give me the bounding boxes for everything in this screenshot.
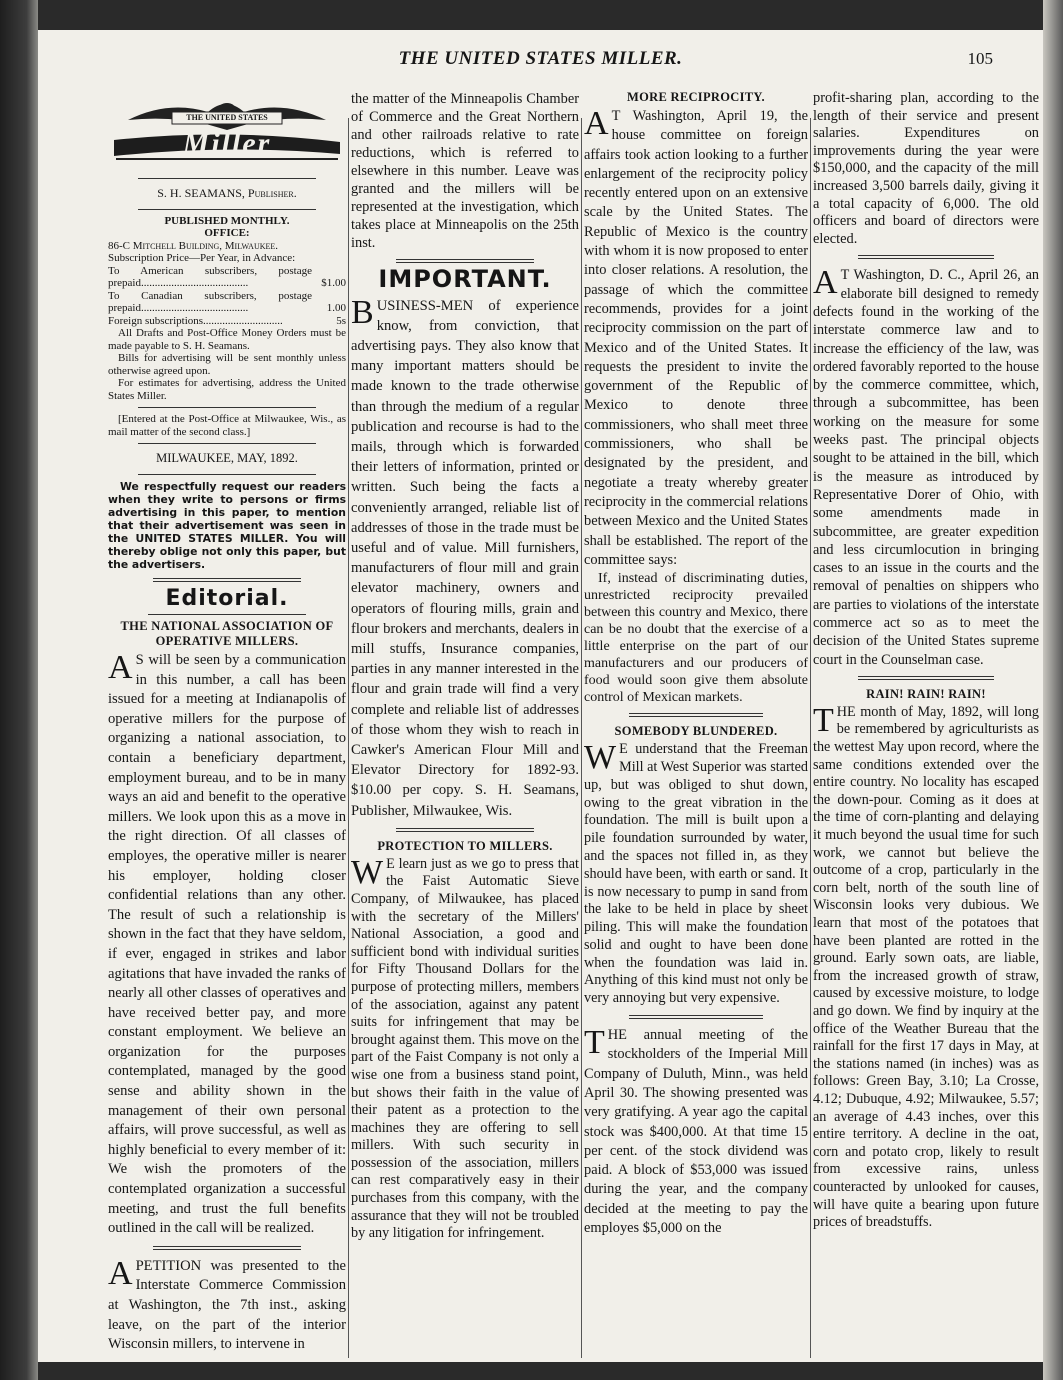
article-body — [813, 701, 1039, 1232]
publication-title: THE UNITED STATES MILLER. — [398, 48, 683, 69]
drop-cap: A — [108, 649, 133, 686]
drop-cap: T — [584, 1024, 605, 1062]
double-rule — [396, 259, 534, 263]
rate-foreign — [108, 315, 346, 328]
publisher-line: S. H. SEAMANS, Publisher. — [157, 186, 297, 200]
drop-cap: W — [584, 739, 617, 777]
rate-label: Foreign subscriptions............................. — [108, 314, 283, 327]
article-continuation: profit-sharing plan, according to the length of their service and present salaries. Expenditures on improvements during the year were $150,000, and the capacity of the mill increased 3,500 barrels daily, giving it a total capacity of 6,000. The old officers and board of directors were elected. — [813, 90, 1039, 247]
newspaper-page — [38, 30, 1043, 1362]
double-rule — [396, 828, 534, 832]
logo-main-text: Miller — [182, 127, 272, 160]
important-heading: IMPORTANT. — [378, 265, 552, 293]
article-text: HE annual meeting of the stockholders of the Imperial Mill Company of Duluth, Minn., was held April 30. The showing presented was very gratifying. A year ago the capital stock was $400,000. At that time 15 per cent. of the stock dividend was paid. A block of $53,000 was issued during the year, and the company decided at the meeting to pay the employes $5,000 on the — [584, 1027, 808, 1237]
article-body — [108, 1254, 346, 1355]
divider — [138, 474, 316, 475]
page-edge — [1043, 0, 1063, 1380]
drop-cap: T — [813, 701, 834, 739]
bills-notice: Bills for advertising will be sent monthly unless otherwise agreed upon. — [108, 352, 346, 377]
page-number: 105 — [967, 49, 993, 68]
subscription-price: Subscription Price—Per Year, in Advance: — [108, 252, 296, 264]
editorial-heading: Editorial. — [165, 585, 289, 611]
double-rule — [629, 713, 763, 717]
drop-cap: B — [351, 293, 374, 331]
column-3 — [584, 90, 808, 1238]
entered-notice: [Entered at the Post-Office at Milwaukee, Wis., as mail matter of the second class.] — [108, 413, 346, 438]
office-address: 86-C Mitchell Building, Milwaukee. — [108, 239, 279, 252]
article-title: PROTECTION TO MILLERS. — [377, 838, 553, 853]
divider — [138, 178, 316, 179]
article-body — [813, 266, 1039, 669]
rate-american — [108, 265, 346, 290]
drop-cap: A — [108, 1254, 133, 1292]
drop-cap: W — [351, 853, 384, 891]
double-rule — [153, 578, 301, 582]
logo-top-text: THE UNITED STATES — [186, 113, 268, 122]
running-header — [38, 48, 1043, 78]
article-body — [584, 741, 808, 1008]
masthead-logo — [108, 90, 346, 172]
double-rule — [153, 1246, 301, 1250]
divider — [148, 614, 306, 615]
divider — [138, 407, 316, 408]
column-divider — [810, 118, 811, 1358]
article-title: SOMEBODY BLUNDERED. — [614, 724, 778, 739]
article-text: E learn just as we go to press that the Faist Automatic Sieve Company, of Milwaukee, has placed with the secretary of the Millers' National Association, a good and sufficient bond with individual surities for Fifty Thousand Dollars for the purpose of protecting millers, members of the association, against any patent suits for infringement that may be brought against them. This move on the part of the Faist Company is not only a wise one from a business stand point, but shows their faith in the value of their patent as a protection to the machines they are offering to sell millers. With such security in possession of the association, millers can rest comparatively easy in their purchases from this company, with the assurance that they will not be troubled by any litigation for infringement. — [351, 855, 579, 1242]
book-spine — [0, 0, 38, 1380]
quoted-report: If, instead of discriminating duties, unrestricted reciprocity prevailed between this country and Mexico, there can be no doubt that the exercise of a little enterprise on the part of our manufacturers and our producers of food would soon give them absolute control of Mexican markets. — [584, 571, 808, 706]
article-title: THE NATIONAL ASSOCIATION OF OPERATIVE MILLERS. — [120, 619, 334, 648]
article-title: RAIN! RAIN! RAIN! — [866, 686, 986, 701]
double-rule — [858, 676, 994, 680]
rate-canadian — [108, 290, 346, 315]
divider — [138, 443, 316, 444]
column-1 — [108, 90, 346, 1355]
article-body — [584, 1026, 808, 1238]
dateline: MILWAUKEE, MAY, 1892. — [156, 451, 298, 465]
frequency-line: PUBLISHED MONTHLY. — [164, 214, 290, 227]
rate-value: 1.00 — [326, 302, 346, 314]
article-text: PETITION was presented to the Interstate Commerce Commission at Washington, the 7th inst., asking leave, on the part of the interior Wisconsin millers, to intervene in — [108, 1257, 346, 1353]
drop-cap: A — [813, 264, 838, 302]
rate-label: To Canadian subscribers, postage prepaid....................................... — [108, 289, 312, 314]
estimates-notice: For estimates for advertising, address the United States Miller. — [108, 377, 346, 402]
article-text: S will be seen by a communication in this number, a call has been issued for a meeting at Indianapolis of operative millers for the purpose of organizing a national association, to contain a beneficiary department, employment bureau, and to be in many ways an aid and benefit to the operative millers. We look upon this as a move in the right direction. Of all classes of employes, the operative miller is nearer his employer, holding closer confidential relations than any other. The result of such a relationship is shown in the fact that they have seldom, if ever, engaged in strikes and labor agitations that have invaded the ranks of nearly all other classes of operatives and have received better pay, and more constant employment. We believe an organization for the purposes contemplated, managed by the good sense and ability shown in the management of their own personal affairs, will prove successful, as well as highly beneficial to every member of it: We wish the promoters of the contemplated organization a successful meeting, and trust the full benefits outlined in the call will be realized. — [108, 652, 346, 1237]
drop-cap: A — [584, 105, 609, 142]
drafts-notice: All Drafts and Post-Office Money Orders must be made payable to S. H. Seamans. — [108, 327, 346, 352]
article-body — [584, 107, 808, 570]
article-text: USINESS-MEN of experience know, from conviction, that advertising pays. They also know that many important matters should be made known to the trade otherwise than through the medium of a regular publication and recourse is had to the mails, through which is forwarded their letters of information, printed or written. Such being the facts a conveniently arranged, reliable list of addresses of those in the trade must be useful and of value. Mill furnishers, manufacturers of flour mill and grain elevator machinery, owners and operators of flouring mills, grain and flour brokers and merchants, dealers in mill stuffs, Insurance companies, parties in any manner interested in the flour and grain trade will find a very complete and reliable list of addresses of those whom they wish to reach in Cawker's American Flour Mill and Elevator Directory for 1892-93. $10.00 per copy. S. H. Seamans, Publisher, Milwaukee, Wis. — [351, 297, 579, 819]
article-text: E understand that the Freeman Mill at West Superior was started up, but was obliged to shut down, owing to the great vibration in the foundation. The mill is built upon a pile foundation surrounded by water, and the spaces not filled in, as they should have been, with earth or sand. It is now necessary to pump in sand from the lake to be held in place by sheet piling. This will make the foundation solid and ought to have been done when the foundation was laid in. Anything of this kind must not only be very annoying but very expensive. — [584, 741, 809, 1007]
article-body — [351, 853, 579, 1243]
rate-value: $1.00 — [321, 277, 346, 289]
article-body — [351, 293, 579, 821]
rate-value: 5s — [336, 314, 346, 327]
article-continuation: the matter of the Minneapolis Chamber of Commerce and the Great Northern and other railroads relative to rate reductions, which is referred to elsewhere in this number. Leave was granted and the millers will be represented at the investigation, which takes place at Minneapolis on the 25th inst. — [351, 91, 579, 251]
double-rule — [629, 1015, 763, 1019]
column-2 — [351, 90, 579, 1243]
rate-label: To American subscribers, postage prepaid....................................... — [108, 264, 312, 289]
divider — [138, 209, 316, 210]
column-divider — [581, 118, 582, 1358]
article-body — [108, 651, 346, 1239]
office-label: OFFICE: — [204, 227, 250, 239]
article-text: T Washington, D. C., April 26, an elaborate bill designed to remedy defects found in the working of the interstate commerce law and to increase the efficiency of the law, was ordered favorably reported to the house by the commerce committee, which, through a subcommittee, has been working on the measure for some weeks past. The principal objects sought to be attained in the bill, which is the measure as introduced by Representative Dorer of Ohio, with some amendments made in subcommittee, are greater expedition and less circumlocution in bringing cases to an issue in the courts and the removal of penalties on shippers who are parties to violations of the interstate commerce act so as to meet the decision of the United States supreme court in the Counselman case. — [813, 267, 1039, 668]
article-text: HE month of May, 1892, will long be remembered by agriculturists as the wettest May upon record, where the same conditions extended over the entire country. No locality has escaped the down-pour. Coming as it does at the time of corn-planting and delaying it much beyond the usual time for such work, we cannot but believe the outcome of a crop, particularly in the corn belt, north of the south line of Wisconsin looks very dubious. We learn that most of the potatoes that have been planted are rotted in the ground. Early sown oats, are liable, from the increased growth of straw, caused by excessive moisture, to lodge and go down. We find by inquiry at the office of the Weather Bureau that the rainfall for the first 17 days in May, at the stations named (in inches) was as follows: Green Bay, 3.10; La Crosse, 4.12; Dubuque, 4.92; Milwaukee, 5.57; an average of 4.43 inches, over this entire territory. A decline in the oat, corn and potato crop, likely to result from excessive rains, unless counteracted by unlooked for causes, will have quite a bearing upon future prices of breadstuffs. — [813, 703, 1039, 1231]
column-divider — [348, 118, 349, 1358]
column-4 — [813, 90, 1039, 1232]
double-rule — [858, 255, 994, 259]
reader-request: We respectfully request our readers when they write to persons or firms advertising in this paper, to mention that their advertisement was seen in the UNITED STATES MILLER. You will thereby oblige not only this paper, but the advertisers. — [108, 479, 346, 571]
article-title: MORE RECIPROCITY. — [627, 90, 765, 104]
article-text: T Washington, April 19, the house committee on foreign affairs took action looking to a further enlargement of the reciprocity policy recently entered upon on an extensive scale by the United States. The Republic of Mexico is the country with whom it is now proposed to enter into closer relations. A resolution, the passage of which the committee recommends, provides for a joint reciprocity commission on the part of Mexico and of the United States. It requests the president to invite the government of the Republic of Mexico to denote three commissioners, who shall meet three commissioners, who shall be designated by the president, and negotiate a treaty whereby greater reciprocity in the commercial relations between Mexico and the United States shall be established. The report of the committee says: — [584, 108, 808, 568]
